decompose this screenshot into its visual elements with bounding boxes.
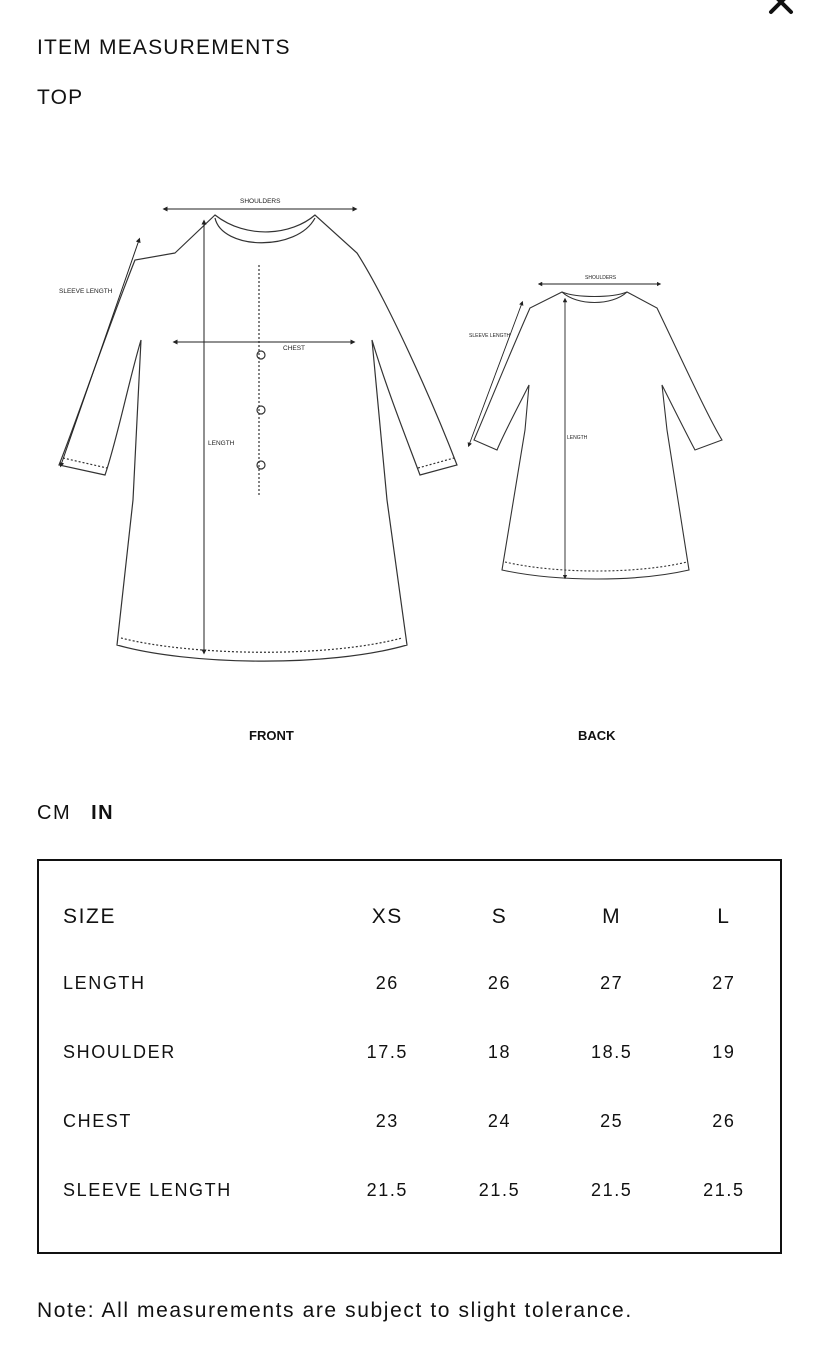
- table-cell: 18: [487, 1042, 512, 1062]
- table-cell: 21.5: [478, 1180, 521, 1200]
- table-cell: 23: [375, 1111, 399, 1131]
- garment-title: TOP: [37, 86, 84, 109]
- size-header: SIZE: [63, 905, 117, 928]
- close-button[interactable]: [767, 0, 795, 16]
- table-cell: 26: [712, 1111, 736, 1131]
- size-l-header: L: [717, 905, 731, 928]
- unit-cm-option[interactable]: CM: [37, 802, 72, 824]
- row-label: LENGTH: [63, 973, 146, 993]
- row-label: SLEEVE LENGTH: [63, 1180, 232, 1200]
- unit-in-option[interactable]: IN: [91, 802, 115, 824]
- row-label: CHEST: [63, 1111, 133, 1131]
- table-cell: 21.5: [590, 1180, 633, 1200]
- size-table: [61, 885, 780, 1225]
- back-sleeve-length-label: SLEEVE LENGTH: [469, 333, 511, 339]
- back-garment: [474, 292, 722, 579]
- table-row: [61, 1087, 780, 1156]
- table-cell: 21.5: [366, 1180, 409, 1200]
- front-caption: FRONT: [249, 728, 294, 743]
- back-measure-lines: [469, 284, 659, 577]
- front-sleeve-length-label: SLEEVE LENGTH: [59, 288, 113, 295]
- table-cell: 18.5: [590, 1042, 633, 1062]
- table-header-row: [61, 885, 780, 949]
- front-shoulders-label: SHOULDERS: [240, 198, 281, 205]
- table-row: [61, 949, 780, 1018]
- size-m-header: M: [602, 905, 622, 928]
- tolerance-note: Note: All measurements are subject to slight tolerance.: [37, 1299, 633, 1322]
- table-row: [61, 1156, 780, 1225]
- size-s-header: S: [491, 905, 508, 928]
- table-cell: 26: [487, 973, 512, 993]
- table-cell: 19: [712, 1042, 736, 1062]
- measurement-diagram: [37, 140, 743, 770]
- table-cell: 21.5: [703, 1180, 745, 1200]
- front-garment: [59, 215, 457, 661]
- size-xs-header: XS: [371, 905, 403, 928]
- table-cell: 27: [712, 973, 736, 993]
- table-cell: 24: [487, 1111, 512, 1131]
- close-icon: [767, 0, 795, 16]
- back-shoulders-label: SHOULDERS: [585, 275, 617, 281]
- unit-toggle: [37, 802, 114, 825]
- table-row: [61, 1018, 780, 1087]
- table-cell: 25: [600, 1111, 624, 1131]
- back-length-label: LENGTH: [567, 435, 588, 441]
- table-cell: 17.5: [366, 1042, 409, 1062]
- table-cell: 26: [375, 973, 399, 993]
- table-cell: 27: [600, 973, 624, 993]
- front-measure-lines: [61, 209, 355, 652]
- row-label: SHOULDER: [63, 1042, 176, 1062]
- front-chest-label: CHEST: [283, 345, 306, 352]
- front-length-label: LENGTH: [208, 440, 235, 447]
- section-title: ITEM MEASUREMENTS: [37, 36, 291, 59]
- size-table-container: [37, 859, 782, 1254]
- back-caption: BACK: [578, 728, 616, 743]
